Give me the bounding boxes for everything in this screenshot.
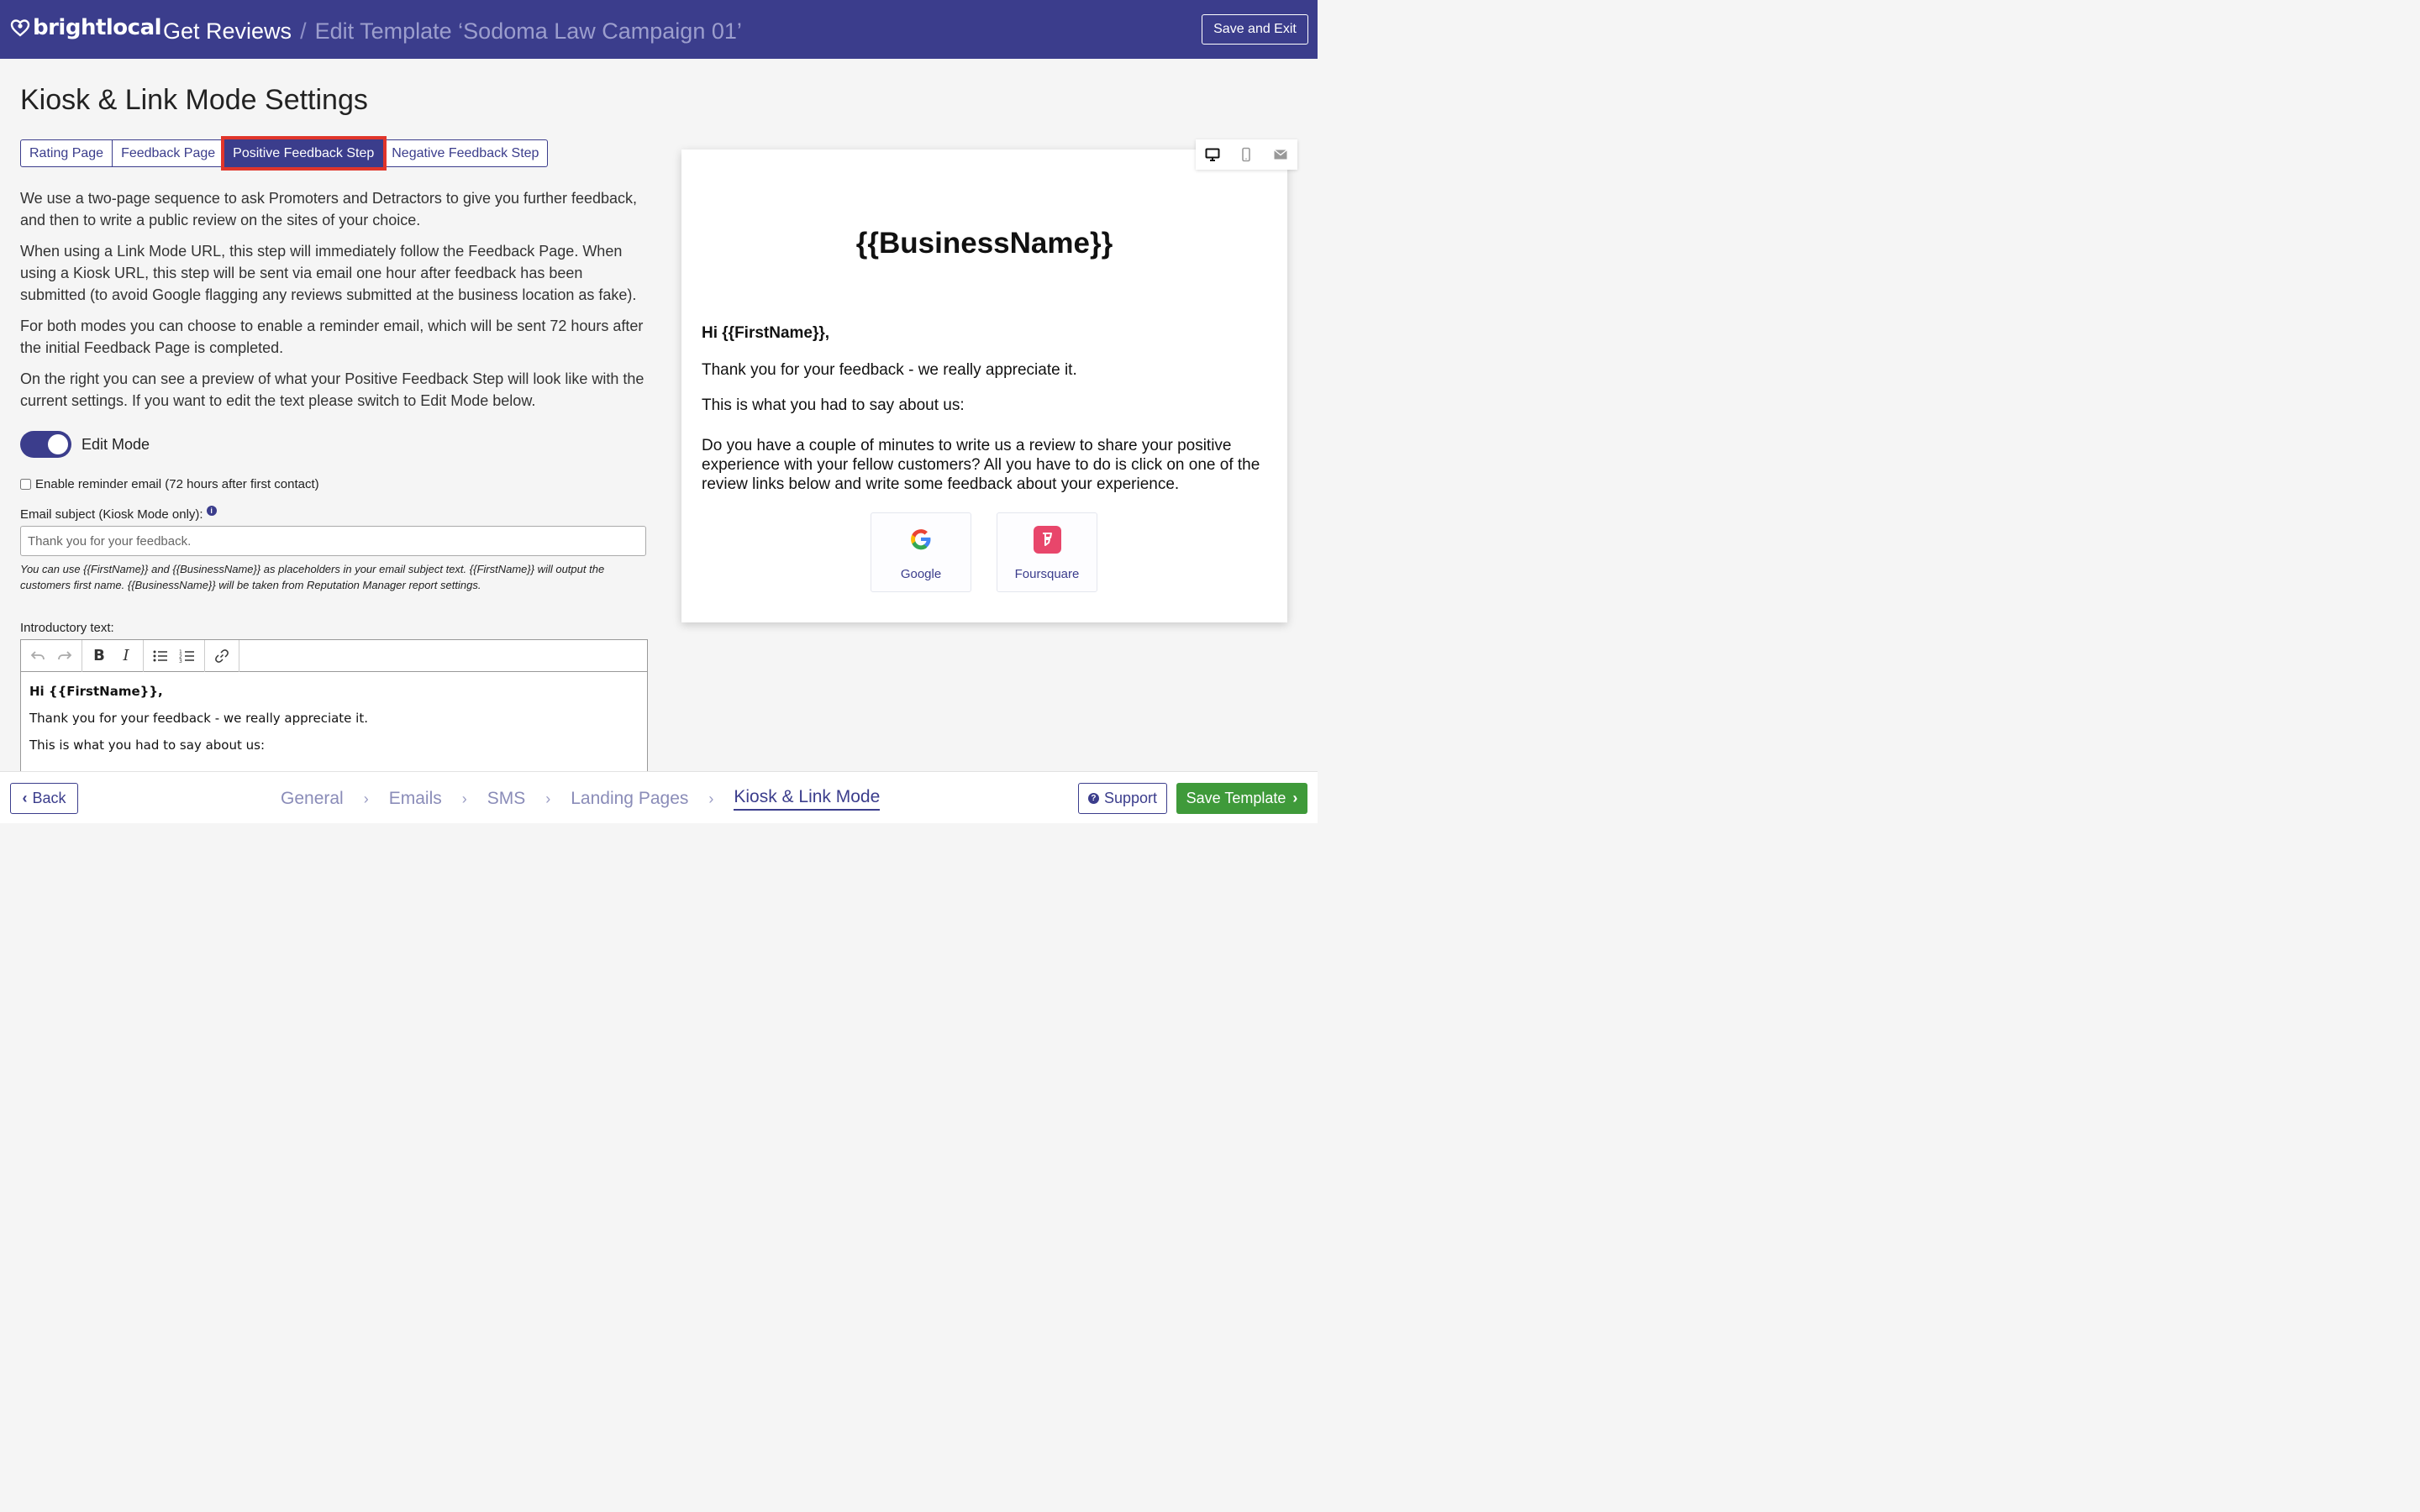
description-paragraph: We use a two-page sequence to ask Promoters and Detractors to give you further feedback, and then to write a public review on the sites of your choice. [20,190,638,228]
email-icon[interactable] [1272,146,1289,163]
brand-name: brightlocal [33,15,162,40]
breadcrumb-section[interactable]: Get Reviews [163,18,292,44]
save-template-label: Save Template [1186,790,1286,806]
reminder-row [20,477,319,491]
reminder-label: Enable reminder email (72 hours after first contact) [35,477,319,491]
redo-icon[interactable] [51,643,78,669]
breadcrumb-current: Edit Template ‘Sodoma Law Campaign 01’ [314,18,742,44]
bullet-list-icon[interactable] [147,643,174,669]
subject-label-row [20,507,217,522]
save-template-button[interactable] [1176,783,1307,814]
google-icon [907,525,935,554]
undo-icon[interactable] [24,643,51,669]
editor-toolbar [21,640,647,672]
chevron-right-icon: › [545,790,551,807]
chevron-right-icon: › [708,790,714,807]
support-label: Support [1103,790,1158,806]
mobile-icon[interactable] [1238,146,1255,163]
heart-pin-icon [10,18,30,38]
edit-mode-toggle[interactable] [20,431,71,458]
brightlocal-logo[interactable] [10,15,161,40]
preview-greeting: Hi {{FirstName}}, [702,324,830,342]
reminder-checkbox[interactable] [20,479,31,490]
tab-positive-feedback-step[interactable]: Positive Feedback Step [224,139,383,167]
chevron-left-icon: ‹ [22,790,28,806]
settings-tabs [20,139,548,167]
review-site-google[interactable] [871,512,971,592]
step-emails[interactable]: Emails [388,789,442,808]
foursquare-icon [1033,525,1061,554]
history-group [21,640,82,672]
review-site-foursquare[interactable] [997,512,1097,592]
tab-negative-feedback-step[interactable]: Negative Feedback Step [383,139,548,167]
email-subject-input[interactable] [20,526,646,556]
preview-mode-toolbar [1196,139,1297,170]
preview-business-name: {{BusinessName}} [855,227,1113,260]
bold-icon[interactable]: B [93,647,105,664]
intro-label: Introductory text: [20,621,114,635]
edit-mode-label: Edit Mode [82,435,150,453]
edit-mode-row [20,431,150,458]
italic-icon[interactable]: I [123,647,129,664]
page-title: Kiosk & Link Mode Settings [20,84,368,116]
back-label: Back [32,790,66,806]
editor-line: This is what you had to say about us: [29,738,266,753]
editor-line: Hi {{FirstName}}, [29,684,163,699]
link-group [205,640,239,672]
step-kiosk-link-mode[interactable]: Kiosk & Link Mode [734,787,880,811]
subject-label: Email subject (Kiosk Mode only): [20,507,203,522]
email-preview [681,150,1287,622]
editor-content[interactable] [21,672,647,776]
description-paragraph: When using a Link Mode URL, this step will immediately follow the Feedback Page. When using a Kiosk URL, this step will be sent via email one hour after feedback has been submitted (to avoid Google flagging any reviews submitted at the business location as fake). [20,243,637,303]
tab-feedback-page[interactable]: Feedback Page [113,139,224,167]
numbered-list-icon[interactable] [174,643,201,669]
support-button[interactable] [1078,783,1167,814]
link-icon[interactable] [208,643,235,669]
breadcrumb [163,18,742,45]
toggle-knob [48,434,68,454]
svg-text:1: 1 [179,648,182,655]
preview-thanks: Thank you for your feedback - we really appreciate it. [702,361,1077,379]
info-icon[interactable]: i [207,506,217,516]
chevron-right-icon: › [1292,790,1298,806]
preview-what-said: This is what you had to say about us: [702,396,965,414]
wizard-steps [281,787,880,811]
step-general[interactable]: General [281,789,344,808]
list-group [144,640,205,672]
question-icon: ? [1088,793,1099,804]
review-site-name: Foursquare [1014,567,1080,581]
top-bar [0,0,1318,59]
chevron-right-icon: › [461,790,467,807]
description-paragraph: On the right you can see a preview of what your Positive Feedback Step will look like with the current settings. If you want to edit the text please switch to Edit Mode below. [20,370,644,409]
tab-rating-page[interactable]: Rating Page [20,139,113,167]
intro-text-editor [20,639,648,782]
step-sms[interactable]: SMS [487,789,526,808]
description [20,187,646,421]
bottom-bar [0,771,1318,823]
editor-line: Thank you for your feedback - we really appreciate it. [29,711,369,726]
save-and-exit-button[interactable]: Save and Exit [1202,14,1308,45]
svg-text:3: 3 [179,658,182,664]
chevron-right-icon: › [363,790,369,807]
format-group [82,640,144,672]
svg-text:2: 2 [179,654,182,659]
review-site-name: Google [900,567,942,581]
preview-review-request: Do you have a couple of minutes to write us a review to share your positive experience with your fellow customers? All you have to do is click on one of the review links below and write some feedback about your experience. [702,437,1260,493]
description-paragraph: For both modes you can choose to enable a reminder email, which will be sent 72 hours after the initial Feedback Page is completed. [20,318,644,356]
subject-help-text: You can use {{FirstName}} and {{BusinessName}} as placeholders in your email subject text. {{FirstName}} will output the customers first name. {{BusinessName}} will be taken from Reputation Manager report settings. [20,563,605,591]
breadcrumb-separator: / [300,18,307,44]
back-button[interactable] [10,783,78,814]
step-landing-pages[interactable]: Landing Pages [571,789,689,808]
desktop-icon[interactable] [1204,146,1221,163]
